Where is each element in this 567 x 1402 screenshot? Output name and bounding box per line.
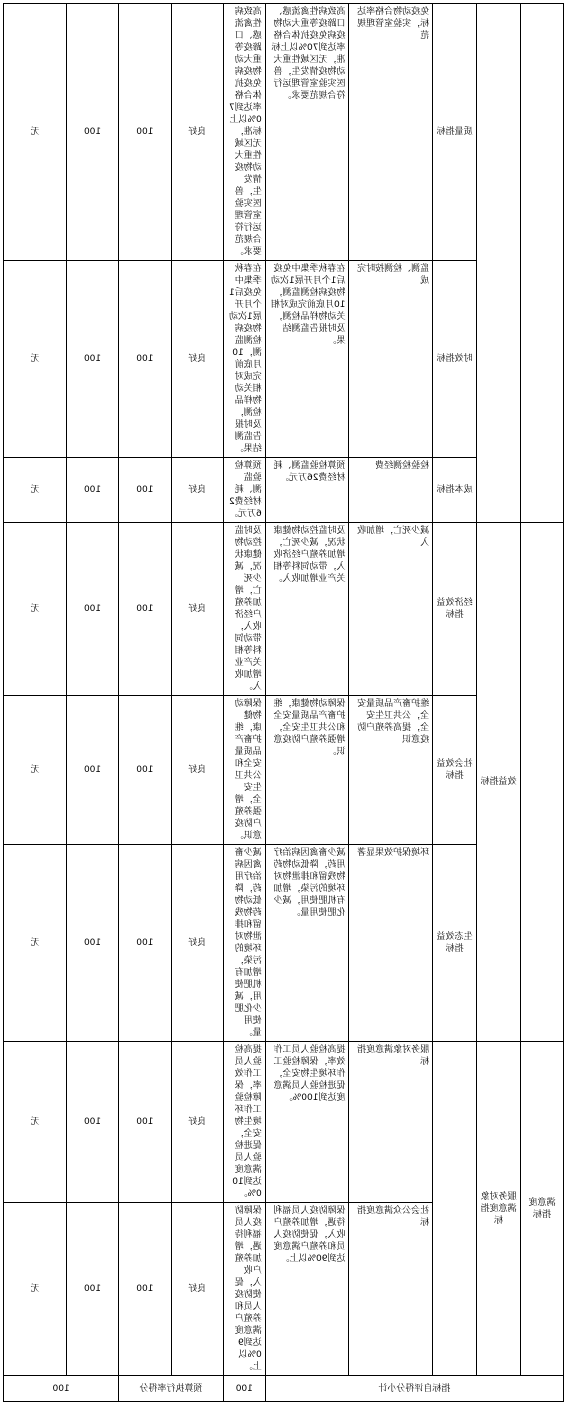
score-cell: 100 xyxy=(66,845,118,1042)
rating-cell: 良好 xyxy=(171,1042,223,1203)
level1-cell: 满意度指标 xyxy=(521,1042,564,1376)
note-cell: 无 xyxy=(4,523,67,696)
note-cell: 无 xyxy=(4,4,67,261)
level3-cell: 社会效益指标 xyxy=(433,696,477,845)
note-cell: 无 xyxy=(4,845,67,1042)
score-cell: 100 xyxy=(66,696,118,845)
rating-cell: 良好 xyxy=(171,261,223,458)
indicator-cell: 检验检测经费 xyxy=(349,458,433,523)
score-cell: 100 xyxy=(66,261,118,458)
target-cell: 在春秋季集中免疫后1个月开展1次动物疫病检测监测，10月底前完成对相关动物样品检测，及时报告监测结果。 xyxy=(265,261,349,458)
target-cell: 减少畜禽因病治疗用药，降低动物药物残留和排泄物对环境的污染，增加有机肥使用，减少化肥使用量。 xyxy=(265,845,349,1042)
score-cell: 100 xyxy=(66,458,118,523)
indicator-cell: 服务对象满意度指标 xyxy=(349,1042,433,1203)
weight-cell: 100 xyxy=(119,845,171,1042)
level3-cell xyxy=(433,1042,477,1376)
level1-cell xyxy=(521,4,564,523)
score-cell: 100 xyxy=(66,1042,118,1203)
rating-cell: 良好 xyxy=(171,523,223,696)
rating-cell: 良好 xyxy=(171,458,223,523)
actual-cell: 保障动物健康，维护畜产品质量安全和公共卫生安全，增强养殖户防疫意识。 xyxy=(223,696,265,845)
budget-rate-score: 100 xyxy=(4,1376,119,1402)
level3-cell: 质量指标 xyxy=(433,4,477,261)
weight-cell: 100 xyxy=(119,1042,171,1203)
total-score: 100 xyxy=(223,1376,265,1402)
rating-cell: 良好 xyxy=(171,845,223,1042)
level1-cell xyxy=(521,523,564,1042)
note-cell: 无 xyxy=(4,1203,67,1376)
rating-cell: 良好 xyxy=(171,696,223,845)
note-cell: 无 xyxy=(4,696,67,845)
weight-cell: 100 xyxy=(119,523,171,696)
level2-cell: 效益指标 xyxy=(477,523,521,1042)
actual-cell: 在春秋季集中免疫后1个月开展1次动物疫病检测监测，10月底前完成对相关动物样品检测，及时报告监测结果。 xyxy=(223,261,265,458)
target-cell: 预算检验监测、耗材经费26万元。 xyxy=(265,458,349,523)
note-cell: 无 xyxy=(4,1042,67,1203)
weight-cell: 100 xyxy=(119,1203,171,1376)
target-cell: 高致病性禽流感、口蹄疫等重大动物疫病免疫抗体合格率达到70%以上标准，无区域性重大动物疫情发生，兽医实验室管理运行符合规范要求。 xyxy=(265,4,349,261)
target-cell: 保障动物健康，维护畜产品质量安全和公共卫生安全，增强养殖户防疫意识。 xyxy=(265,696,349,845)
actual-cell: 高致病性禽流感、口蹄疫等重大动物疫病免疫抗体合格率达到70%以上标准，无区域性重大动物疫情发生，兽医实验室管理运行符合规范要求。 xyxy=(223,4,265,261)
score-cell: 100 xyxy=(66,1203,118,1376)
actual-cell: 预算检验监测、耗材经费26万元。 xyxy=(223,458,265,523)
target-cell: 及时监控动物健康状况，减少死亡，增加养殖户经济收入，带动饲料等相关产业增加收入。 xyxy=(265,523,349,696)
total-label: 指标自评得分小计 xyxy=(265,1376,563,1402)
indicator-cell: 减少死亡，增加收入 xyxy=(349,523,433,696)
level3-cell: 生态效益指标 xyxy=(433,845,477,1042)
rating-cell: 良好 xyxy=(171,1203,223,1376)
table-row xyxy=(4,4,564,261)
target-cell: 保障防疫人员福利待遇，增加养殖户收入，促使防疫人员和养殖户满意度达到90%以上。 xyxy=(265,1203,349,1376)
note-cell: 无 xyxy=(4,261,67,458)
level3-cell: 成本指标 xyxy=(433,458,477,523)
level3-cell: 经济效益指标 xyxy=(433,523,477,696)
rating-cell: 良好 xyxy=(171,4,223,261)
weight-cell: 100 xyxy=(119,4,171,261)
performance-table xyxy=(3,3,564,1402)
target-cell: 提高检验人员工作效率，保障检验工作环境生物安全，促进检验人员满意度达到100%。 xyxy=(265,1042,349,1203)
weight-cell: 100 xyxy=(119,458,171,523)
indicator-cell: 维护畜产品质量安全，公共卫生安全，提高养殖户防疫意识 xyxy=(349,696,433,845)
indicator-cell: 监测、检测按时完成 xyxy=(349,261,433,458)
total-row xyxy=(4,1376,564,1402)
weight-cell: 100 xyxy=(119,261,171,458)
score-cell: 100 xyxy=(66,523,118,696)
budget-rate-label: 预算执行率得分 xyxy=(119,1376,224,1402)
note-cell: 无 xyxy=(4,458,67,523)
level2-cell: 服务对象满意度指标 xyxy=(477,1042,521,1376)
level3-cell: 时效指标 xyxy=(433,261,477,458)
table-row xyxy=(4,1042,564,1203)
indicator-cell: 社会公众满意度指标 xyxy=(349,1203,433,1376)
weight-cell: 100 xyxy=(119,696,171,845)
level2-cell xyxy=(477,4,521,523)
score-cell: 100 xyxy=(66,4,118,261)
actual-cell: 提高检验人员工作效率，保障检验工作环境生物安全，促进检验人员满意度达到100%。 xyxy=(223,1042,265,1203)
indicator-cell: 环境保护效果显著 xyxy=(349,845,433,1042)
actual-cell: 及时监控动物健康状况，减少死亡，增加养殖户经济收入，带动饲料等相关产业增加收入。 xyxy=(223,523,265,696)
indicator-cell: 免疫动物合格率达标，实验室管理规范 xyxy=(349,4,433,261)
actual-cell: 减少畜禽因病治疗用药，降低动物药物残留和排泄物对环境的污染，增加有机肥使用，减少化肥使用量。 xyxy=(223,845,265,1042)
table-row xyxy=(4,523,564,696)
actual-cell: 保障防疫人员福利待遇，增加养殖户收入，促使防疫人员和养殖户满意度达到90%以上。 xyxy=(223,1203,265,1376)
